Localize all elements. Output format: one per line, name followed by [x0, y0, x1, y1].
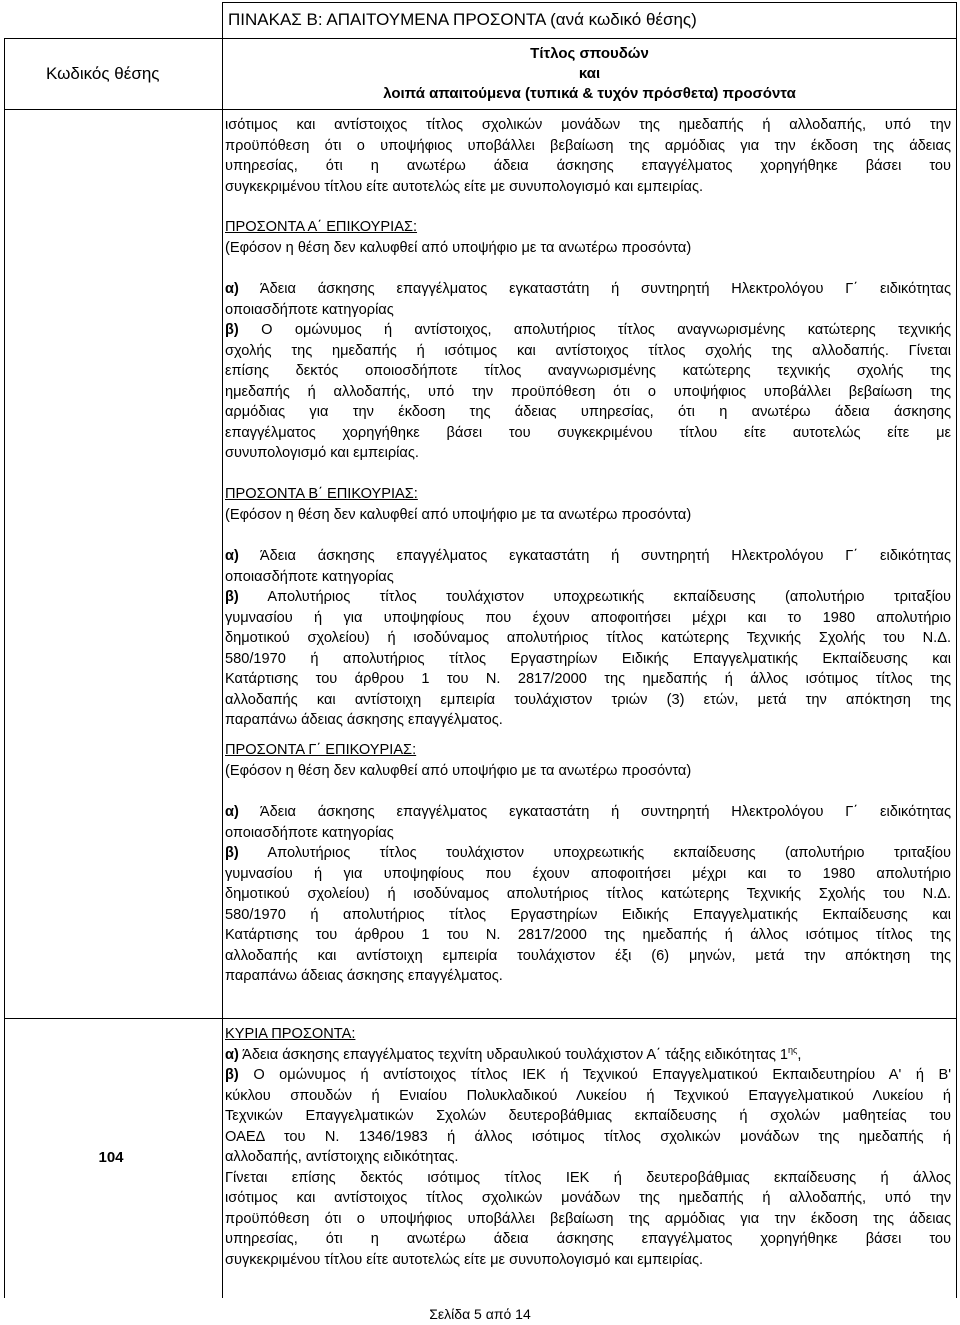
item-b-label: β): [225, 1067, 239, 1083]
header-title-line1: Τίτλος σπουδών: [530, 45, 649, 62]
row-104-content: [225, 1024, 951, 1270]
item-a-line: α) Άδεια άσκησης επαγγέλματος εγκαταστάτη ή συντηρητή Ηλεκτρολόγου Γ΄ ειδικότητας: [225, 804, 951, 820]
header-title-line2: και: [578, 65, 601, 82]
text-line: Κατάρτισης του άρθρου 1 του Ν. 2817/2000 της ημεδαπής ή άλλος ισότιμος τίτλος της: [225, 671, 951, 687]
text-line: υπηρεσίας, ότι η ανωτέρω άδεια άσκησης επαγγέλματος χορηγήθηκε βάσει του: [225, 158, 951, 174]
text-line: Γίνεται επίσης δεκτός ισότιμος τίτλος ΙΕΚ ή δευτεροβάθμιας εκπαίδευσης ή άλλος: [225, 1169, 951, 1186]
text-line: οποιασδήποτε κατηγορίας: [225, 301, 394, 318]
table-border-left: [4, 38, 5, 1298]
text-line: αλλοδαπής, αντίστοιχης ειδικότητας.: [225, 1149, 459, 1165]
text-line: αλλοδαπής και αντίστοιχη εμπειρία τουλάχιστον τριών (3) ετών, μετά την απόκτηση της: [225, 691, 951, 708]
text-line: 580/1970 ή απολυτήριος τίτλος Εργαστηρίων Ειδικής Επαγγελματικής Εκπαίδευσης και: [225, 650, 951, 667]
row-code: 104: [98, 1149, 124, 1166]
section-note: (Εφόσον η θέση δεν καλυφθεί από υποψήφιο με τα ανωτέρω προσόντα): [225, 239, 692, 256]
section-c: [225, 740, 951, 987]
text-line: γυμνασίου ή για υποψηφίους που έχουν αποφοιτήσει μέχρι και το 1980 απολυτήριο: [225, 609, 951, 626]
section-b: [225, 484, 951, 731]
text-line: οποιασδήποτε κατηγορίας: [225, 824, 394, 841]
item-b-line: β) Απολυτήριος τίτλος τουλάχιστον υποχρεωτικής εκπαίδευσης (απολυτήριο τριταξίου: [225, 589, 952, 605]
text-line: παραπάνω άδειας άσκησης επαγγέλματος.: [225, 968, 503, 984]
item-a-label: α): [225, 804, 239, 820]
item-b-line: β) Ο ομώνυμος ή αντίστοιχος, απολυτήριος τίτλος αναγνωρισμένης κατώτερης τεχνικής: [225, 322, 951, 338]
section-heading: ΠΡΟΣΟΝΤΑ Γ΄ ΕΠΙΚΟΥΡΙΑΣ:: [225, 742, 417, 758]
text-line: ΟΑΕΔ του Ν. 1346/1983 ή άλλος ισότιμος τίτλος σχολικών μονάδων της ημεδαπής ή: [225, 1128, 951, 1145]
text-line: συγκεκριμένου τίτλου είτε αυτοτελώς είτε με συνυπολογισμό και εμπειρίας.: [225, 1251, 704, 1268]
text-line: συνυπολογισμό και εμπειρίας.: [225, 445, 419, 461]
page-footer: Σελίδα 5 από 14: [429, 1306, 531, 1322]
section-heading: ΠΡΟΣΟΝΤΑ Α΄ ΕΠΙΚΟΥΡΙΑΣ:: [225, 219, 418, 235]
text-line: αρμόδιας για την έκδοση της άδειας υπηρεσίας, ότι η ανωτέρω άδεια άσκησης: [225, 404, 951, 420]
text-line: ημεδαπής ή αλλοδαπής, υπό την προϋπόθεση ότι ο υποψήφιος υποβάλλει βεβαίωση της: [225, 383, 951, 400]
continuation-block: [225, 115, 951, 197]
section-a: [225, 217, 951, 464]
header-title: [222, 44, 957, 104]
text-line: οποιασδήποτε κατηγορίας: [225, 568, 394, 585]
text-line: γυμνασίου ή για υποψηφίους που έχουν αποφοιτήσει μέχρι και το 1980 απολυτήριο: [225, 865, 951, 882]
item-a-line: α) Άδεια άσκησης επαγγέλματος εγκαταστάτη ή συντηρητή Ηλεκτρολόγου Γ΄ ειδικότητας: [225, 548, 951, 564]
item-a-line: α) Άδεια άσκησης επαγγέλματος εγκαταστάτη ή συντηρητή Ηλεκτρολόγου Γ΄ ειδικότητας: [225, 281, 951, 297]
table-border-col: [222, 2, 223, 1298]
item-b-label: β): [225, 322, 239, 338]
text-line: επίσης δεκτός οποιοσδήποτε τίτλος αναγνωρισμένης κατώτερης τεχνικής σχολής της: [225, 363, 951, 379]
table-title: ΠΙΝΑΚΑΣ Β: ΑΠΑΙΤΟΥΜΕΝΑ ΠΡΟΣΟΝΤΑ (ανά κωδικό θέσης): [228, 10, 697, 29]
section-heading: ΠΡΟΣΟΝΤΑ Β΄ ΕΠΙΚΟΥΡΙΑΣ:: [225, 486, 418, 502]
text-line: επαγγέλματος χορηγήθηκε βάσει του συγκεκριμένου τίτλου είτε αυτοτελώς είτε με: [225, 424, 951, 441]
header-title-line3: λοιπά απαιτούμενα (τυπικά & τυχόν πρόσθετα) προσόντα: [383, 85, 796, 102]
text-line: παραπάνω άδειας άσκησης επαγγέλματος.: [225, 712, 503, 728]
table-border-top: [222, 2, 957, 3]
text-line: συγκεκριμένου τίτλου είτε αυτοτελώς είτε με συνυπολογισμό και εμπειρίας.: [225, 178, 704, 195]
table-border-header-bottom: [4, 109, 957, 110]
table-border-header-top: [4, 38, 957, 39]
section-note: (Εφόσον η θέση δεν καλυφθεί από υποψήφιο με τα ανωτέρω προσόντα): [225, 506, 692, 523]
item-b-label: β): [225, 845, 239, 861]
text-line: Τεχνικών Επαγγελματικών Σχολών δευτεροβάθμιας εκπαίδευσης ή σχολών μαθητείας του: [225, 1108, 951, 1124]
item-b-label: β): [225, 589, 239, 605]
table-border-row-top: [4, 1018, 957, 1019]
text-line: υπηρεσίας, ότι η ανωτέρω άδεια άσκησης επαγγέλματος χορηγήθηκε βάσει του: [225, 1231, 951, 1247]
item-a-label: α): [225, 548, 239, 564]
item-a-line: α) Άδεια άσκησης επαγγέλματος τεχνίτη υδραυλικού τουλάχιστον Α΄ τάξης ειδικότητας $1^{\eta\varsigma}$,: [225, 1044, 802, 1063]
text-line: σχολής της ημεδαπής ή ισότιμος και αντίστοιχος τίτλος σχολής της αλλοδαπής. Γίνεται: [225, 342, 951, 359]
text-line: κύκλου σπουδών ή Ενιαίου Πολυκλαδικού Λυκείου ή Τεχνικού Επαγγελματικού Λυκείου ή: [225, 1087, 951, 1104]
header-code: Κωδικός θέσης: [46, 64, 160, 83]
text-line: προϋπόθεση ότι ο υποψήφιος υποβάλλει βεβαίωση της αρμόδιας για την έκδοση της άδειας: [225, 1210, 951, 1227]
item-a-label: α): [225, 281, 239, 297]
item-b-line: β) Απολυτήριος τίτλος τουλάχιστον υποχρεωτικής εκπαίδευσης (απολυτήριο τριταξίου: [225, 845, 952, 861]
superscript: ης: [788, 1044, 798, 1055]
table-border-right: [956, 2, 957, 1298]
item-b-line: β) Ο ομώνυμος ή αντίστοιχος τίτλος ΙΕΚ ή Τεχνικού Επαγγελματικού Εκπαιδευτηρίου Α' ή Β': [225, 1067, 951, 1083]
section-note: (Εφόσον η θέση δεν καλυφθεί από υποψήφιο με τα ανωτέρω προσόντα): [225, 762, 692, 779]
text-line: ισότιμος και αντίστοιχος τίτλος σχολικών μονάδων της ημεδαπής ή αλλοδαπής, υπό την: [225, 117, 951, 133]
text-line: ισότιμος και αντίστοιχος τίτλος σχολικών μονάδων της ημεδαπής ή αλλοδαπής, υπό την: [225, 1190, 951, 1206]
text-line: δημοτικού σχολείου) ή ισοδύναμος απολυτήριος τίτλος κατώτερης Τεχνικής Σχολής του Ν.Δ.: [225, 886, 951, 902]
section-heading: ΚΥΡΙΑ ΠΡΟΣΟΝΤΑ:: [225, 1026, 356, 1042]
text-line: προϋπόθεση ότι ο υποψήφιος υποβάλλει βεβαίωση της αρμόδιας για την έκδοση της άδειας: [225, 137, 951, 154]
text-line: 580/1970 ή απολυτήριος τίτλος Εργαστηρίων Ειδικής Επαγγελματικής Εκπαίδευσης και: [225, 906, 951, 923]
item-a-label: α): [225, 1046, 239, 1063]
text-line: δημοτικού σχολείου) ή ισοδύναμος απολυτήριος τίτλος κατώτερης Τεχνικής Σχολής του Ν.Δ.: [225, 630, 951, 646]
text-line: αλλοδαπής και αντίστοιχη εμπειρία τουλάχιστον έξι (6) μηνών, μετά την απόκτηση της: [225, 947, 951, 964]
text-line: Κατάρτισης του άρθρου 1 του Ν. 2817/2000 της ημεδαπής ή άλλος ισότιμος τίτλος της: [225, 927, 951, 943]
